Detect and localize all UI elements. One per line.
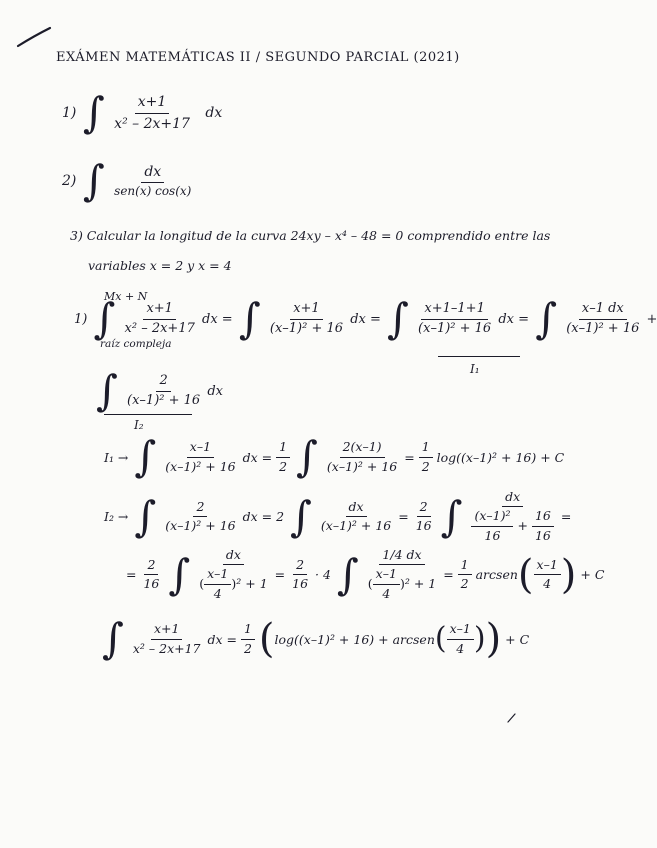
numerator: x+1 (143, 302, 176, 320)
denominator: 16 (534, 527, 551, 543)
integral-sign: ∫ (535, 294, 558, 343)
pen-stroke-mark (14, 24, 54, 50)
solution-1-number: 1) (74, 311, 88, 327)
i1-result: log((x–1)² + 16) + C (436, 449, 565, 465)
denominator: (x–1)² + 16 (326, 458, 398, 474)
i2-label: I₂ (134, 418, 144, 432)
denominator: 16 (292, 576, 309, 592)
denominator-tail: ² + 1 (236, 576, 268, 592)
denominator: x² – 2x+17 (114, 115, 190, 132)
open-paren: ( (517, 551, 534, 598)
integral-sign: ∫ (296, 432, 318, 481)
integral-sign: ∫ (82, 156, 105, 205)
integral-sign: ∫ (336, 549, 359, 599)
denominator: (x–1)² + 16 (566, 320, 640, 336)
i2-integral (94, 366, 223, 415)
fraction-i2 (124, 374, 203, 409)
denominator: (x–1)² + 16 (165, 518, 236, 534)
denominator: 4 (543, 576, 552, 592)
numerator: x–1 (373, 567, 400, 584)
constant: + C (505, 631, 530, 647)
numerator: x–1 dx (579, 302, 627, 320)
numerator: 16 (532, 509, 554, 526)
problem-1 (62, 88, 223, 137)
partial-fraction-hint: Mx + N (104, 290, 148, 303)
denominator: x² – 2x+17 (124, 320, 195, 336)
equals: = (126, 567, 137, 583)
i2-arrow-label: I₂ → (104, 509, 129, 525)
plus-sign: + (517, 518, 528, 534)
i1-label: I₁ (470, 362, 480, 376)
integral-sign: ∫ (134, 432, 157, 481)
fraction (365, 548, 439, 601)
denominator: x² – 2x+17 (132, 640, 201, 656)
denominator-tail: ² + 1 (404, 576, 437, 592)
multiplier: · 4 (315, 567, 331, 583)
arcsen-function: arcsen (475, 567, 518, 583)
equals: dx = (242, 449, 273, 465)
i1-solution (104, 432, 565, 481)
fraction (196, 548, 270, 601)
denominator: (x–1)² + 16 (418, 320, 492, 336)
fraction-i1 (563, 302, 642, 337)
problem-2 (62, 156, 194, 205)
equals: = (404, 449, 415, 465)
numerator: x+1 (135, 94, 170, 113)
denominator: 4 (456, 640, 465, 656)
denominator: 16 (484, 527, 501, 543)
fraction-completed-square (267, 302, 346, 337)
problem-3-line-2: variables x = 2 y x = 4 (88, 258, 232, 273)
integral-sign: ∫ (238, 294, 261, 343)
complex-root-note: raíz compleja (100, 338, 172, 350)
sub-fraction (373, 567, 400, 601)
integral-sign: ∫ (168, 549, 191, 599)
numerator: dx (141, 164, 164, 183)
denominator: 2 (421, 458, 430, 474)
denominator: (x–1)² + 16 (269, 320, 344, 336)
arcsen-argument (534, 558, 561, 592)
numerator: 2 (156, 374, 170, 392)
i1-arrow-label: I₁ → (104, 449, 129, 465)
denominator: (x–1)² + 16 (127, 392, 201, 408)
equals: dx = 2 (242, 509, 285, 525)
differential: dx (205, 105, 223, 121)
close-paren: ) (560, 551, 577, 598)
sub-fraction (532, 509, 554, 543)
numerator: 2 (293, 558, 307, 575)
integral-sign: ∫ (387, 294, 409, 343)
numerator: x–1 (187, 440, 214, 457)
denominator: 4 (213, 585, 222, 601)
i2-underbrace (104, 414, 192, 415)
coefficient (241, 622, 255, 656)
fraction (130, 622, 204, 656)
coefficient (458, 558, 472, 592)
fraction-original (122, 302, 198, 337)
integral-sign: ∫ (102, 614, 124, 663)
denominator: (x–1)² + 16 (320, 518, 392, 534)
fraction (162, 500, 238, 534)
exam-title: EXÁMEN MATEMÁTICAS II / SEGUNDO PARCIAL (2021) (56, 50, 460, 65)
integral-sign: ∫ (82, 88, 105, 137)
denominator: 2 (460, 576, 469, 592)
denominator: ( $\frac{x-1}{4}$ )² + 1 (367, 566, 437, 601)
problem-1-number: 1) (62, 105, 77, 121)
problem-2-fraction (111, 164, 194, 199)
numerator: 2 (144, 558, 158, 575)
numerator: 1 (419, 440, 433, 457)
coefficient (289, 558, 311, 592)
fraction (318, 500, 394, 534)
integral-sign: ∫ (134, 491, 157, 541)
denominator: 2 (243, 640, 252, 656)
differential: dx (207, 383, 223, 399)
equals: = (443, 567, 454, 583)
denominator: 16 (415, 518, 432, 534)
numerator: dx (223, 548, 244, 565)
numerator: x+1 (151, 622, 182, 639)
pen-tick-mark (506, 712, 518, 724)
numerator: x–1 (447, 622, 474, 639)
coefficient (419, 440, 433, 474)
problem-3-line-1: 3) Calcular la longitud de la curva 24xy – x⁴ – 48 = 0 comprendido entre las (70, 228, 551, 243)
i2-continued (126, 548, 604, 601)
open-paren: ( (434, 621, 447, 656)
coefficient (140, 558, 162, 592)
denominator: ( $\frac{x-1}{4}$ )² + 1 (199, 566, 268, 601)
numerator: dx (502, 490, 523, 507)
coefficient (276, 440, 290, 474)
denominator: 2 (279, 458, 288, 474)
differential: dx = (202, 311, 233, 327)
numerator: x–1 (534, 558, 561, 575)
differential: dx = (350, 311, 381, 327)
fraction (162, 440, 238, 474)
close-paren: ) (485, 616, 502, 662)
numerator: (x–1)² (471, 509, 513, 526)
i1-underbrace (438, 356, 520, 357)
final-expression: log((x–1)² + 16) + arcsen (274, 631, 435, 647)
denominator: sen(x) cos(x) (114, 183, 192, 198)
numerator: 2 (417, 500, 431, 517)
integral-sign: ∫ (93, 294, 116, 343)
numerator: x–1 (204, 567, 231, 584)
numerator: dx (346, 500, 367, 517)
equals: = (274, 567, 286, 583)
problem-2-number: 2) (62, 173, 77, 189)
i2-solution (104, 490, 571, 543)
numerator: 1 (276, 440, 290, 457)
numerator: 2 (193, 500, 207, 517)
integral-sign: ∫ (440, 491, 463, 541)
numerator: 1 (241, 622, 255, 639)
differential: dx = (498, 311, 530, 327)
fraction-split (415, 302, 494, 337)
numerator: 2(x–1) (340, 440, 385, 457)
integral-sign: ∫ (290, 491, 312, 541)
denominator (468, 507, 556, 543)
numerator: x+1 (290, 302, 323, 320)
numerator: x+1–1+1 (421, 302, 487, 320)
equals: dx = (207, 631, 237, 647)
denominator: 4 (382, 585, 391, 601)
fraction (324, 440, 400, 474)
denominator: 16 (143, 576, 160, 592)
equals: = (560, 509, 572, 525)
plus-sign: + (646, 311, 657, 327)
sub-fraction (204, 567, 231, 601)
coefficient (413, 500, 435, 534)
final-result (100, 614, 530, 663)
open-paren: ( (258, 616, 275, 662)
close-paren: ) (473, 621, 486, 656)
fraction-normalized (468, 490, 556, 543)
denominator: (x–1)² + 16 (165, 458, 236, 474)
arcsen-argument (447, 622, 474, 656)
constant: + C (580, 567, 605, 583)
sub-fraction (471, 509, 513, 543)
problem-1-fraction (111, 94, 193, 131)
equals: = (398, 509, 409, 525)
integral-sign: ∫ (96, 366, 118, 415)
numerator: 1 (458, 558, 472, 575)
numerator: 1/4 dx (379, 548, 424, 565)
